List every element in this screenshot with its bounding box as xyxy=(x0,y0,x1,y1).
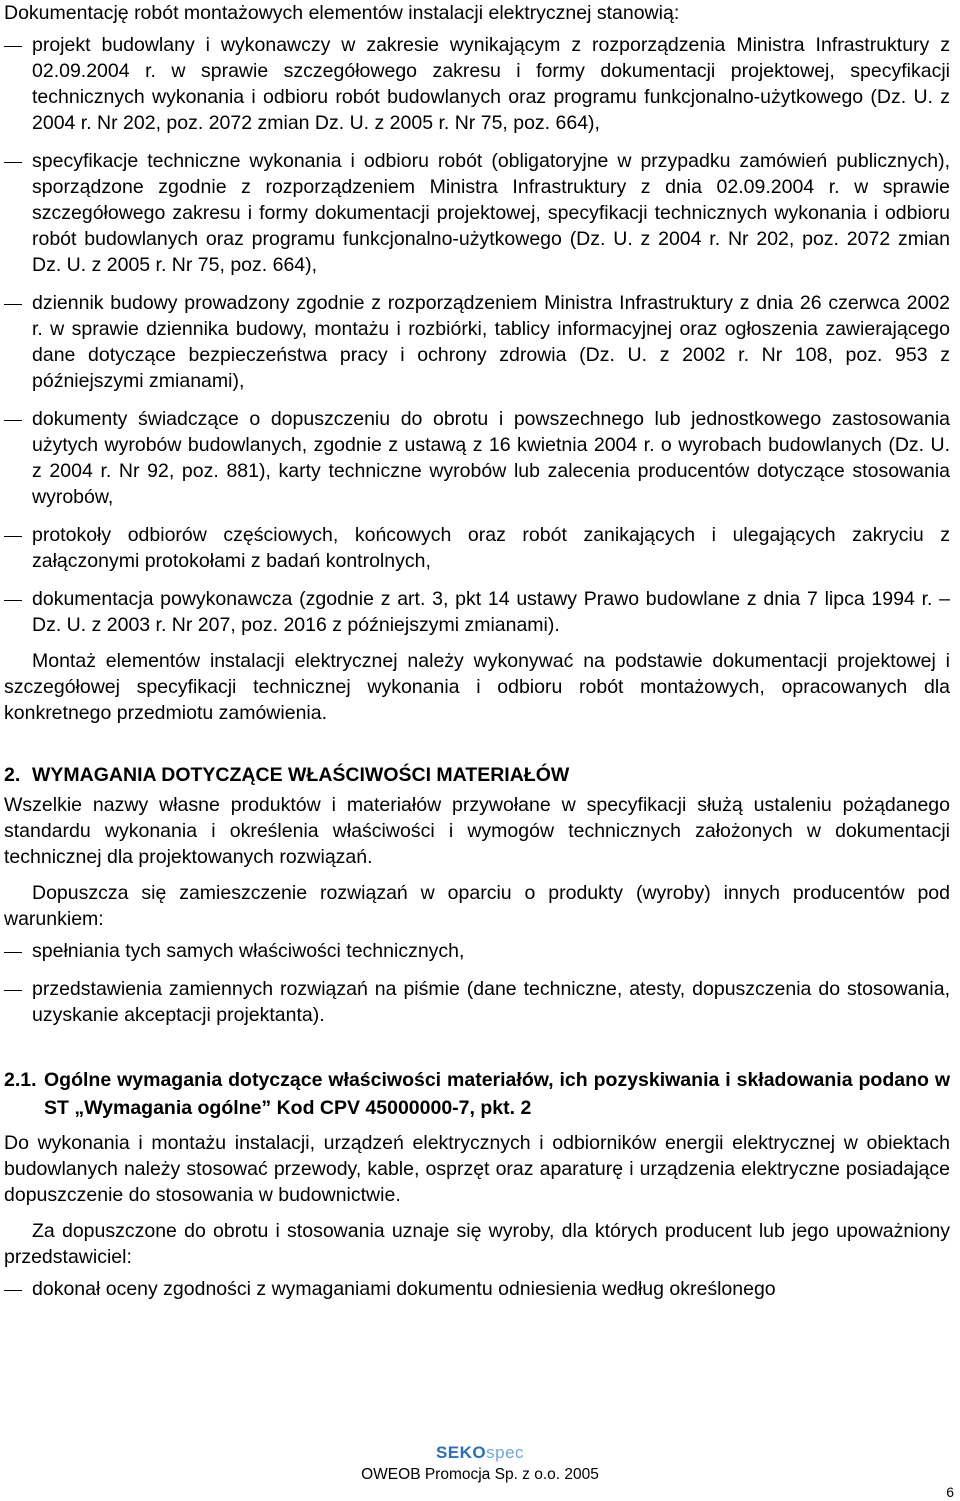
section-number: 2. xyxy=(4,764,21,786)
footer-organization: OWEOB Promocja Sp. z o.o. 2005 xyxy=(361,1466,599,1483)
section-number: 2.1. xyxy=(4,1069,37,1091)
list-item: protokoły odbiorów częściowych, końcowych oraz robót zanikających i ulegających zakryciu z załączonymi protokołami z badań kontrolnych, xyxy=(4,522,950,574)
seko-logo: SEKOspec xyxy=(435,1443,525,1462)
intro-text: Dokumentację robót montażowych elementów instalacji elektrycznej stanowią: xyxy=(4,2,680,24)
list-item: dokonał oceny zgodności z wymaganiami dokumentu odniesienia według określonego xyxy=(4,1276,950,1302)
document-page xyxy=(4,0,950,1302)
montaz-paragraph: Montaż elementów instalacji elektrycznej należy wykonywać na podstawie dokumentacji projektowej i szczegółowej specyfikacji technicznej wykonania i odbioru robót montażowych, opracowanych dla konkretnego przedmiotu zamówienia. xyxy=(4,650,950,724)
section-title: Ogólne wymagania dotyczące właściwości materiałów, ich pozyskiwania i składowania podano w ST „Wymagania ogólne” Kod CPV 45000000-7, pkt. 2 xyxy=(44,1069,950,1119)
section-2-1-paragraph-2: Za dopuszczone do obrotu i stosowania uznaje się wyroby, dla których producent lub jego upoważniony przedstawiciel: xyxy=(4,1220,950,1268)
documentation-list xyxy=(4,32,950,638)
list-item: dokumenty świadczące o dopuszczeniu do obrotu i powszechnego lub jednostkowego zastosowania użytych wyrobów budowlanych, zgodnie z ustawą z 16 kwietnia 2004 r. o wyrobach budowlanych (Dz. U. z 2004 r. Nr 92, poz. 881), karty techniczne wyrobów lub zalecenia producentów dotyczące stosowania wyrobów, xyxy=(4,406,950,510)
list-item: specyfikacje techniczne wykonania i odbioru robót (obligatoryjne w przypadku zamówień publicznych), sporządzone zgodnie z rozporządzeniem Ministra Infrastruktury z dnia 02.09.2004 r. w sprawie szczegółowego zakresu i formy dokumentacji projektowej, specyfikacji technicznych wykonania i odbioru robót budowlanych oraz programu funkcjonalno-użytkowego (Dz. U. z 2004 r. Nr 202, poz. 2072 zmian Dz. U. z 2005 r. Nr 75, poz. 664), xyxy=(4,148,950,278)
list-item: przedstawienia zamiennych rozwiązań na piśmie (dane techniczne, atesty, dopuszczenia do stosowania, uzyskanie akceptacji projektanta). xyxy=(4,976,950,1028)
section-2-paragraph-2: Dopuszcza się zamieszczenie rozwiązań w oparciu o produkty (wyroby) innych producentów pod warunkiem: xyxy=(4,882,950,930)
list-item: dokumentacja powykonawcza (zgodnie z art. 3, pkt 14 ustawy Prawo budowlane z dnia 7 lipca 1994 r. – Dz. U. z 2003 r. Nr 207, poz. 2016 z późniejszymi zmianami). xyxy=(4,586,950,638)
list-item: dziennik budowy prowadzony zgodnie z rozporządzeniem Ministra Infrastruktury z dnia 26 czerwca 2002 r. w sprawie dziennika budowy, montażu i rozbiórki, tablicy informacyjnej oraz ogłoszenia zawierającego dane dotyczące bezpieczeństwa pracy i ochrony zdrowia (Dz. U. z 2002 r. Nr 108, poz. 953 z późniejszymi zmianami), xyxy=(4,290,950,394)
list-item: projekt budowlany i wykonawczy w zakresie wynikającym z rozporządzenia Ministra Infrastruktury z 02.09.2004 r. w sprawie szczegółowego zakresu i formy dokumentacji projektowej, specyfikacji technicznych wykonania i odbioru robót budowlanych oraz programu funkcjonalno-użytkowego (Dz. U. z 2004 r. Nr 202, poz. 2072 zmian Dz. U. z 2005 r. Nr 75, poz. 664), xyxy=(4,32,950,136)
page-number: 6 xyxy=(946,1484,954,1500)
section-title: WYMAGANIA DOTYCZĄCE WŁAŚCIWOŚCI MATERIAŁÓW xyxy=(32,764,570,786)
section-2-1-heading xyxy=(4,1066,950,1122)
approval-list xyxy=(4,1276,950,1302)
section-2-heading xyxy=(4,762,950,788)
section-2-1-paragraph-1: Do wykonania i montażu instalacji, urządzeń elektrycznych i odbiorników energii elektrycznej w obiektach budowlanych należy stosować przewody, kable, osprzęt oraz aparaturę i urządzenia elektryczne posiadające dopuszczenie do stosowania w budownictwie. xyxy=(4,1132,950,1206)
list-item: spełniania tych samych właściwości technicznych, xyxy=(4,938,950,964)
section-2-paragraph-1: Wszelkie nazwy własne produktów i materiałów przywołane w specyfikacji służą ustaleniu pożądanego standardu wykonania i określenia właściwości i wymogów technicznych założonych w dokumentacji technicznej dla projektowanych rozwiązań. xyxy=(4,794,950,868)
conditions-list xyxy=(4,938,950,1028)
